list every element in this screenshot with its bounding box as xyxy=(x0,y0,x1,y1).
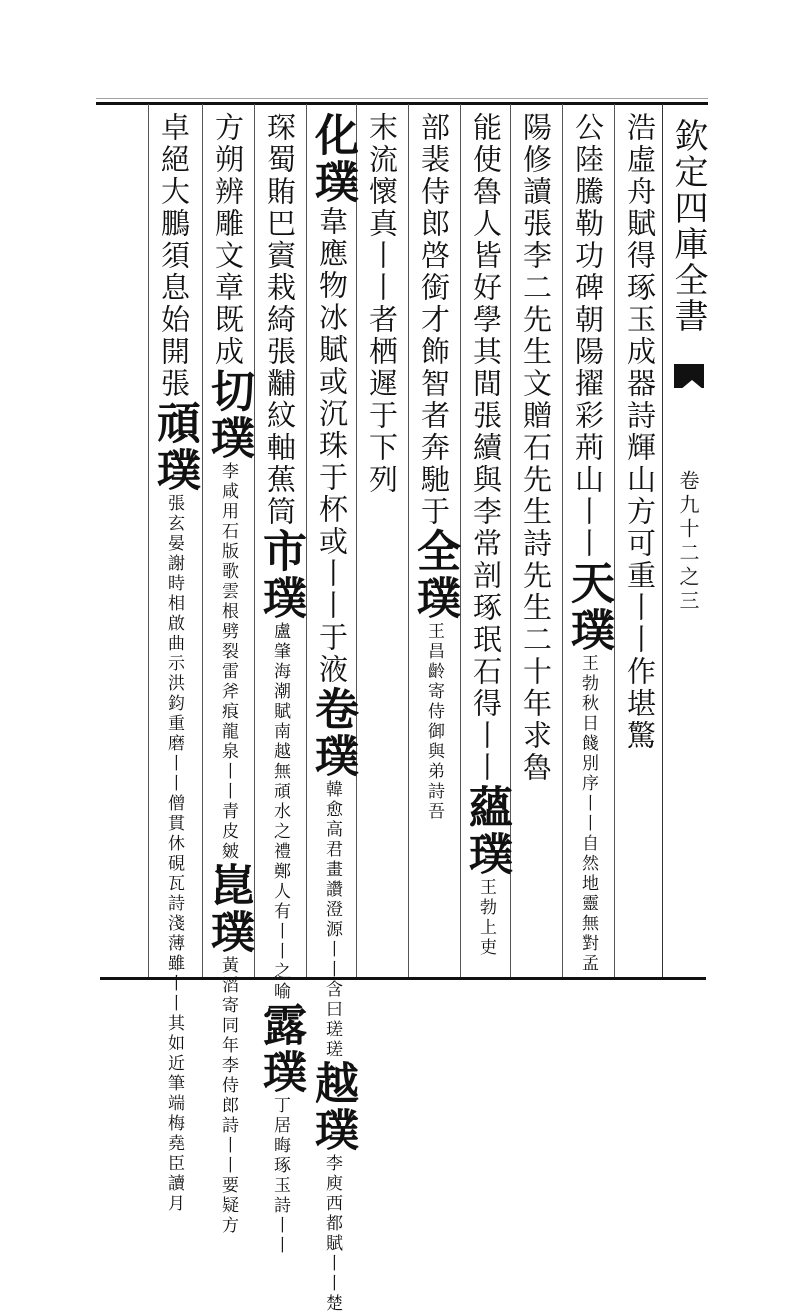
headword: 璞 xyxy=(203,909,254,956)
column-divider xyxy=(306,104,307,977)
text-column-9 xyxy=(203,112,254,1236)
headword: 璞 xyxy=(563,607,614,654)
body-text: 部裴侍郎啓銜才飾智者奔馳于 xyxy=(417,112,451,528)
headword: 璞 xyxy=(255,575,306,622)
headword: 頑 xyxy=(149,400,200,447)
fish-tail-notch xyxy=(680,380,704,390)
headword: 全 xyxy=(409,528,460,575)
body-text: 琛蜀賄巴賨栽綺張黼紋軸蕉筒 xyxy=(263,112,297,528)
margin-volume-label: 卷九十二之三 xyxy=(676,470,700,614)
body-text: 方朔辨雕文章既成 xyxy=(211,112,245,368)
column-divider xyxy=(148,104,149,977)
body-text: 公陸騰勒功碑朝陽擢彩荊山丨丨 xyxy=(571,112,605,560)
bottom-border xyxy=(100,977,706,980)
column-divider xyxy=(614,104,615,977)
headword: 璞 xyxy=(307,1107,358,1154)
text-column-3 xyxy=(516,112,556,972)
column-divider xyxy=(562,104,563,977)
text-column-4 xyxy=(461,112,512,972)
headword: 化 xyxy=(307,112,358,159)
column-divider xyxy=(202,104,203,977)
text-column-2 xyxy=(563,112,614,974)
body-text: 能使魯人皆好學其間張續與李常剖琢珉石得丨丨 xyxy=(469,112,503,784)
annotation-text: 李咸用石版歌雲根劈裂雷斧痕龍泉丨丨青皮皴 xyxy=(218,462,238,862)
text-column-8 xyxy=(255,112,306,1256)
text-column-10 xyxy=(149,112,200,1214)
headword: 越 xyxy=(307,1060,358,1107)
headword: 蘊 xyxy=(461,784,512,831)
body-text: 浩虛舟賦得琢玉成器詩輝山方可重丨丨作堪驚 xyxy=(623,112,657,752)
headword: 璞 xyxy=(203,415,254,462)
body-text: 陽修讀張李二先生文贈石先生詩先生二十年求魯 xyxy=(519,112,553,784)
headword: 露 xyxy=(255,1002,306,1049)
headword: 卷 xyxy=(307,686,358,733)
top-border-thin xyxy=(96,98,708,99)
headword: 璞 xyxy=(461,831,512,878)
annotation-text: 張玄晏謝時相啟曲示洪鈞重磨丨丨僧貫休硯瓦詩淺薄雖丨丨其如近筆端梅堯臣讀月 xyxy=(164,494,184,1214)
body-text: 韋應物冰賦或沉珠于杯或丨丨于液 xyxy=(315,206,349,686)
headword: 璞 xyxy=(409,575,460,622)
annotation-text: 王昌齡寄侍御與弟詩吾 xyxy=(424,622,444,822)
annotation-text: 丁居晦琢玉詩丨丨 xyxy=(270,1096,290,1256)
annotation-text: 韓愈高君畫讚澄源丨丨含曰瑳瑳 xyxy=(322,780,342,1060)
text-column-5 xyxy=(409,112,460,972)
body-text: 末流懷真丨丨者栖遲于下列 xyxy=(365,112,399,496)
headword: 璞 xyxy=(255,1049,306,1096)
annotation-text: 黃滔寄同年李侍郎詩丨丨要疑方 xyxy=(218,956,238,1236)
headword: 崑 xyxy=(203,862,254,909)
headword: 璞 xyxy=(307,733,358,780)
annotation-text: 王勃秋日餞別序丨丨自然地靈無對孟 xyxy=(578,654,598,974)
margin-book-title: 欽定四庫全書 xyxy=(668,118,708,334)
annotation-text: 李庾西都賦丨丨楚 xyxy=(322,1154,342,1314)
headword: 璞 xyxy=(149,447,200,494)
text-column-7 xyxy=(307,112,358,1314)
headword: 天 xyxy=(563,560,614,607)
annotation-text: 王勃上吏 xyxy=(476,878,496,958)
column-divider xyxy=(254,104,255,977)
text-column-6 xyxy=(362,112,402,972)
margin-separator xyxy=(662,104,663,977)
body-text: 卓絕大鵬須息始開張 xyxy=(157,112,191,400)
annotation-text: 盧肇海潮賦南越無頑水之禮鄭人有丨丨之喻 xyxy=(270,622,290,1002)
headword: 切 xyxy=(203,368,254,415)
headword: 市 xyxy=(255,528,306,575)
headword: 璞 xyxy=(307,159,358,206)
top-border xyxy=(96,102,708,105)
text-column-1 xyxy=(620,112,660,972)
column-divider xyxy=(408,104,409,977)
column-divider xyxy=(356,104,357,977)
column-divider xyxy=(460,104,461,977)
